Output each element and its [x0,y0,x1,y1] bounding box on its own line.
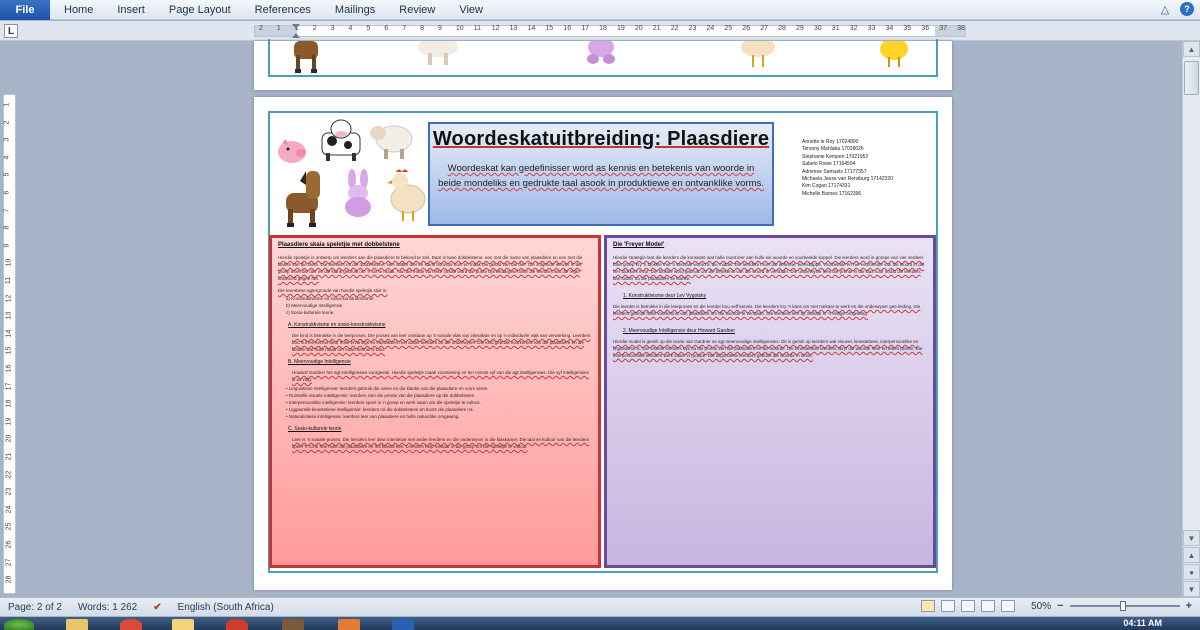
previous-page-icon[interactable]: ▲ [1183,547,1200,563]
author-names [802,139,912,198]
ruler-tick-label: 17 [581,25,589,32]
ruler-tick-label: 6 [384,25,389,32]
ruler-tick-label: 8 [420,25,424,32]
ruler-tick-label: 26 [742,25,751,32]
ruler-tick-label: 2 [259,25,263,32]
scroll-up-icon[interactable]: ▲ [1183,41,1200,57]
page-1 [254,41,952,90]
file-tab[interactable]: File [0,0,50,20]
right-intro: Hierdie strategie laat die leerders die konsepte wat hulle moet leer aan hulle eie woorde en voorbeelde koppel. Die leerders word in groepe van vier verdeel. Elke groep kry 'n blokkie met 'n sentrale woord in die middel. Die leerders moet die definisie, eienskappe, voorbeelde en nie-voorbeelde van die woord in die vier blokkies invul. Die blokkie word gebruik om die betekenis van die woord te verstaan. Die onderwyser lees die prente in die klas voor sodat die leerders kan luister na die plaasdiere se klanke. [613,255,925,281]
ruler-tick-label: 24 [5,505,13,514]
left-indent-marker[interactable] [292,33,300,38]
ruler-tick-label: 4 [3,155,11,160]
ruler-tick-label: 6 [3,190,11,195]
zoom-slider[interactable] [1070,605,1180,607]
ruler-tick-label: 1 [294,25,299,32]
ruler-tick-label: 15 [5,346,13,355]
zoom-level[interactable]: 50% [1031,600,1052,612]
section-heading: 1. Konstruktivisme deur Lev Vygotsky [623,293,707,299]
section-heading: 2. Meervoudige Intelligensie deur Howard Gardner [623,328,736,334]
horse-icon [288,41,328,75]
ruler-tick-label: 20 [5,434,13,443]
ruler-tick-label: 3 [330,25,335,32]
bullet-item: • Interpersoonlike intelligensie: leerders speel in 'n groep en werk saam om die speletjie te voltooi. [286,400,481,405]
ruler-tick-label: 19 [617,25,625,32]
ruler-tick-label: 3 [3,137,11,142]
first-line-indent-marker[interactable] [292,24,300,29]
ruler-tick-label: 30 [813,25,822,32]
zoom-in-icon[interactable]: + [1185,600,1192,612]
ruler-tick-label: 13 [509,25,518,32]
ruler-tick-label: 12 [491,25,500,32]
theory-item: b) Meervoudige Intelligensie [286,303,343,308]
folder-icon[interactable] [172,619,194,630]
author-name: Sabelo Rowe 17164594 [802,161,856,168]
tab-mailings[interactable]: Mailings [334,3,376,16]
title-box [428,122,774,226]
section-body: Hierdie model is gemik op die teorie van Gardner se agt meervoudige intelligensies. Dit is gemik op leerders wat visueel, kinestetiese, interpersoonlike en linguistiese is. Die visuele leerders kyk na die prente van die plaasdiere en die woorde. Die kinestetiese leerders skryf die woorde neer en teken prente. Die interpersoonlike leerders werk saam in groepe. Die linguistiese leerders gebruik die woorde in sinne. [613,339,923,358]
ruler-tick-label: 10 [455,25,464,32]
next-page-icon[interactable]: ▼ [1183,581,1200,597]
ruler-tick-label: 28 [778,25,786,32]
tab-view[interactable]: View [459,3,483,16]
zoom-slider-thumb[interactable] [1120,601,1126,611]
ruler-tick-label: 27 [760,25,768,32]
ruler-tick-label: 14 [527,25,536,32]
section-heading: C. Sosio-kulturele teorie [288,426,342,432]
ruler-tick-label: 26 [5,540,13,549]
ruler-tick-label: 11 [5,276,13,285]
ruler-tick-label: 20 [634,25,643,32]
author-name: Annette le Roy 17024800 [802,139,859,145]
powerpoint-icon[interactable] [338,619,360,630]
ruler-tick-label: 22 [5,470,13,478]
tab-review[interactable]: Review [399,3,436,16]
chicken-icon [738,41,778,71]
ruler-tick-label: 29 [796,25,804,32]
bullet-item: • Ruimtelik-visuele intelligensie: leerders sien die prente van die plaasdiere op die dobbelsteen. [286,393,476,398]
ruler-tick-label: 8 [3,225,11,230]
help-icon[interactable]: ? [1180,2,1194,16]
ruler-tick-label: 9 [3,243,11,248]
scrollbar-thumb[interactable] [1184,61,1199,95]
bullet-item: • Liggaamlik-kinestetiese intelligensie: leerders rol die dobbelsteen en boots die plaasdiere na. [286,407,474,412]
vertical-ruler[interactable] [3,94,16,594]
ruler-tick-label: 13 [5,311,13,320]
left-column [269,235,601,568]
ruler-tick-label: 18 [5,399,13,408]
tab-selector[interactable]: L [4,24,18,38]
media-icon[interactable] [282,619,304,630]
chrome-icon[interactable] [120,619,142,630]
ruler-tick-label: 34 [885,25,894,32]
ruler-tick-label: 27 [5,558,13,566]
ruler-tick-label: 19 [5,417,13,426]
ruler-tick-label: 11 [473,25,482,32]
ruler-tick-label: 37 [939,25,947,32]
ruler-tick-label: 9 [438,25,442,32]
ruler-tick-label: 32 [849,25,858,32]
ruler-tick-label: 5 [3,172,11,177]
ruler-tick-label: 18 [599,25,607,32]
horse-icon [280,167,330,229]
author-name: Kim Cogan 17174331 [802,183,851,190]
ruler-tick-label: 2 [312,25,317,32]
ruler-tick-label: 12 [5,294,13,302]
ruler-tick-label: 23 [688,25,697,32]
document-subtitle: Woordeskat kan gedefinisser word as kennis en betekenis van woorde in beide mondeliks en gedrukte taal asook in produktiewe en ontvanklike vorms. [438,163,764,189]
start-icon[interactable] [4,619,34,630]
proofing-icon[interactable]: ✔ [153,601,162,613]
vertical-scrollbar[interactable] [1182,41,1200,597]
ruler-tick-label: 24 [706,25,715,32]
theory-item: c) Sosio-kulturele teorie [286,310,334,315]
ruler-tick-label: 1 [3,102,11,107]
ruler-tick-label: 7 [402,25,407,32]
ruler-tick-label: 22 [670,25,679,32]
explorer-icon[interactable] [66,619,88,630]
right-column-heading: Die 'Freyer Model' [613,242,665,248]
scroll-down-icon[interactable]: ▼ [1183,530,1200,546]
ruler-tick-label: 16 [5,364,13,373]
sheep-icon [416,41,460,71]
ruler-tick-label: 2 [3,120,11,125]
tab-insert[interactable]: Insert [117,3,145,16]
full-screen-reading-icon[interactable] [941,600,955,612]
ruler-tick-label: 28 [5,575,13,584]
document-title: Woordeskatuitbreiding: Plaasdiere [432,128,770,150]
ruler-tick-label: 25 [724,25,733,32]
ruler-row [0,21,1200,41]
tab-page-layout[interactable]: Page Layout [168,3,231,16]
clock: 04:11 AM [1123,618,1162,628]
ruler-tick-label: 16 [563,25,572,32]
ruler-tick-label: 35 [903,25,912,32]
tab-references[interactable]: References [254,3,311,16]
minimize-ribbon-icon[interactable]: △ [1160,3,1170,16]
ruler-tick-label: 38 [957,25,965,32]
bullet-item: • Linguistiese intelligensie: leerders gebruik die name en die klanke van die plaasdiere en vorm sinne. [286,386,489,391]
author-name: Michelle Barnes 17162396 [802,190,862,197]
pig-icon [276,137,308,165]
language-indicator[interactable]: English (South Africa) [177,601,274,613]
bunny-icon [340,169,376,219]
chick-icon [876,41,912,69]
zoom-out-icon[interactable]: − [1057,600,1064,612]
author-name: Stephanie Kempen 17021952 [802,153,869,160]
web-layout-icon[interactable] [961,600,975,612]
ruler-tick-label: 5 [366,25,371,32]
theory-intro: Die teoretiese agtergronde van hierdie speletjie sluit in: [278,288,388,293]
author-name: Tersony Mahlaba 17028026 [802,146,864,153]
ruler-tick-label: 17 [5,382,13,390]
ruler-tick-label: 23 [5,487,13,496]
tab-home[interactable]: Home [64,3,94,16]
section-body: Die leerder is betrokke in die leerproses en die leerder bou self kennis. Die leerders kry 'n kans om met mekaar te werk en die onderwyser gee leiding. Die leerders gebruik hulle voorkennis van plaasdiere om die woorde te verstaan. Die leerders leer by mekaar in 'n veilige omgewing. [613,304,921,316]
ribbon-tab-bar [0,0,1200,20]
left-intro: Hierdie speletjie is ontwerp om leerders aan die plaasdiere te bekend te stel. Daar is twee dobbelstene, een met die name van plaasdiere en een met die klanke van die diere. Die leerders rol die dobbelstene, sien watter dier en klank boontoe kom en maak die geluid van die dier. Die volgende leerder in die groep moet die dier en die klank gebruik om 'n sin te maak. Aan die einde van elke rondte word die punte bymekaargetel deur die leerders wat die regte antwoord gegee het. [278,255,583,281]
left-column-heading: Plaasdiere skaia speletjie met dobbelstene [278,242,400,248]
section-body: Leer is 'n sosiale proses. Die leerders leer deur interaksie met ander leerders en die onderwyser in die klaskamer. Die taal en kultuur van die leerders speel 'n rol in hoe hulle die plaasdiere en hul klanke ken. Leerders help mekaar in die groep om die speletjie te voltooi. [292,437,590,449]
author-name: Michaela Janse van Rensburg 17142320 [802,176,893,183]
status-bar [0,597,1200,616]
word-count[interactable]: Words: 1 262 [77,601,138,613]
ruler-tick-label: 14 [5,329,13,338]
ruler-tick-label: 33 [867,25,876,32]
author-name: Adrienne Samuels 17177357 [802,168,867,175]
ruler-tick-label: 36 [921,25,930,32]
cow-icon [316,117,366,163]
ruler-tick-label: 25 [5,522,13,531]
ruler-tick-label: 1 [276,25,281,32]
browser-icon[interactable] [226,619,248,630]
ruler-tick-label: 31 [831,25,840,32]
page-count[interactable]: Page: 2 of 2 [8,601,62,613]
ruler-tick-label: 15 [545,25,554,32]
right-column [604,235,936,568]
ruler-tick-label: 21 [652,25,661,32]
theory-item: a) Konstruktivisme en sosio-konstruktivisme [286,296,374,301]
ruler-tick-label: 4 [348,25,353,32]
section-body: Howard Gardner het agt intelligensies voorgestel. Hierdie speletjie maak voorsiening vir ten minste vyf van die agt intelligensies. Die vyf intelligensies is as volg: [292,370,589,382]
ruler-tick-label: 7 [3,208,11,213]
ruler-tick-label: 21 [5,452,13,461]
taskbar [0,617,1200,630]
sheep-icon [368,119,414,161]
select-browse-object-icon[interactable]: ● [1183,564,1200,580]
bunny-icon [584,41,618,67]
horizontal-ruler[interactable] [254,25,966,37]
section-body: Die kind is betrokke in die leerproses. Die proses van leer ontstaan op 'n sosiale vlak van interaksie en op 'n individuele vlak van verwerking. Leerders bou hul eie kennis deur hulle ervarings en interaksies met ander leerders en die onderwyser. Die kind gebruik voorkennis van die plaasdiere en die klanke wat hulle maak om nuwe kennis te bou. [292,333,591,352]
page-2 [254,97,952,590]
chicken-icon [386,167,428,223]
bullet-item: • Naturalistiese intelligensie: leerders leer van plaasdiere en hulle natuurlike omgewing. [286,414,460,419]
section-heading: A. Konstruktivisme en sosio-konstruktivisme [288,322,386,328]
outline-icon[interactable] [981,600,995,612]
print-layout-icon[interactable] [921,600,935,612]
ruler-tick-label: 10 [5,258,13,267]
section-heading: B. Meervoudige Intelligensie [288,359,351,365]
draft-icon[interactable] [1001,600,1015,612]
word-icon[interactable] [392,619,414,630]
